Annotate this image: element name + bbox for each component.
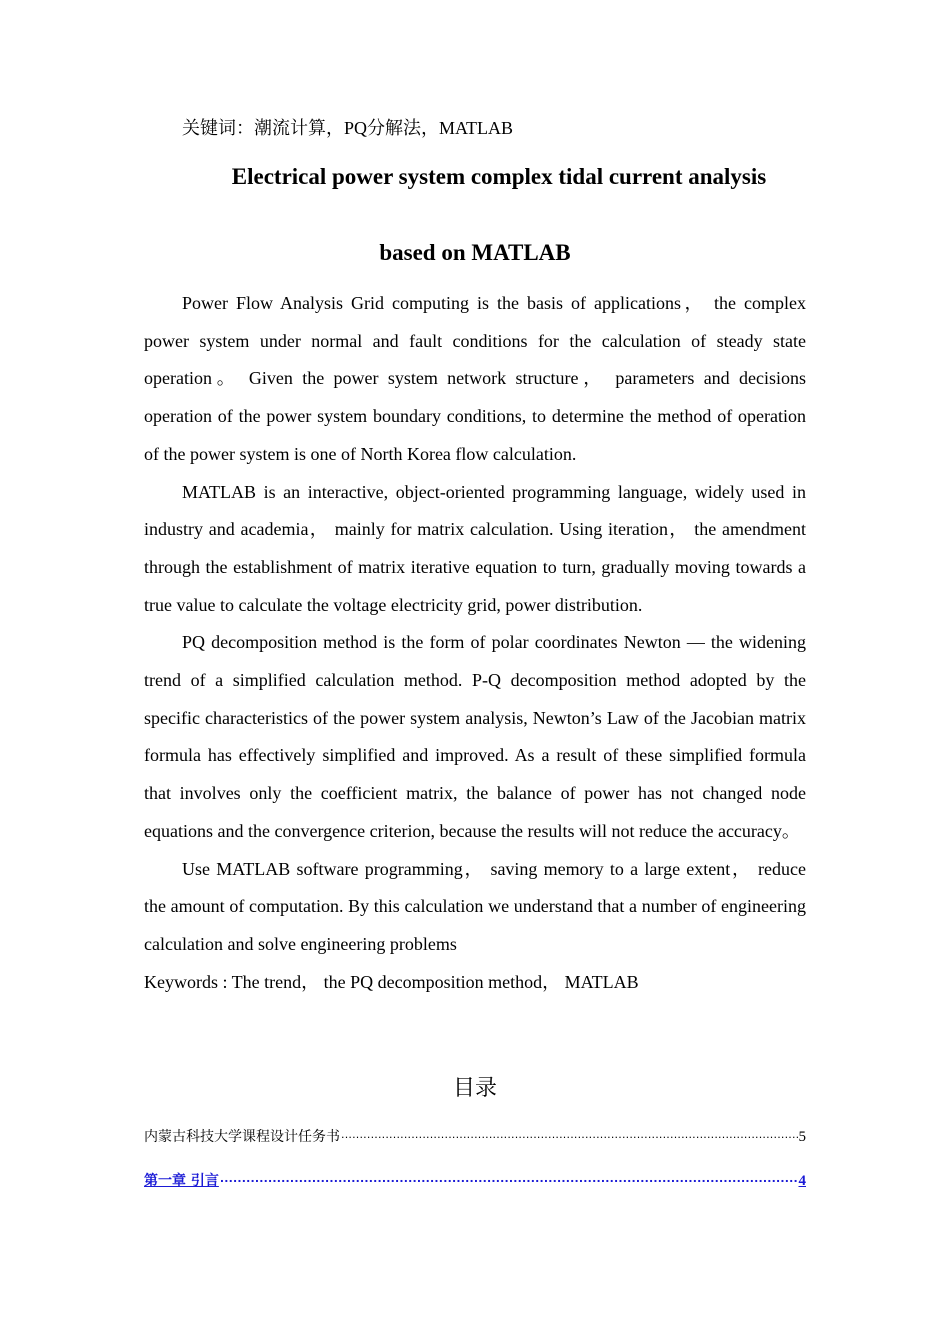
english-title-line-2: based on MATLAB	[379, 240, 571, 265]
toc-entry-label: 内蒙古科技大学课程设计任务书	[144, 1129, 340, 1145]
abstract-paragraph: PQ decomposition method is the form of polar coordinates Newton — the widening trend of a simplified calculation method. P-Q decomposition method adopted by the specific characteristics of the power system analysis, Newton’s Law of the Jacobian matrix formula has effectively simplified and improved. As a result of these simplified formula that involves only the coefficient matrix, the balance of power has not changed node equations and the convergence criterion, because the results will not reduce the accuracy。	[144, 632, 806, 841]
abstract-paragraph: MATLAB is an interactive, object-oriented programming language, widely used in industry and academia， mainly for matrix calculation. Using iteration， the amendment through the establishment of matrix iterative equation to turn, gradually moving towards a true value to calculate the voltage electricity grid, power distribution.	[144, 481, 806, 615]
toc-leader-dots	[341, 1127, 798, 1141]
abstract-paragraph: Power Flow Analysis Grid computing is the basis of applications， the complex power system under normal and fault conditions for the calculation of steady state operation。 Given the power system network structure， parameters and decisions operation of the power system boundary conditions, to determine the method of operation of the power system is one of North Korea flow calculation.	[144, 293, 806, 464]
english-abstract	[144, 285, 806, 1001]
toc-entry-label: 第一章 引言	[144, 1173, 219, 1189]
toc-entry-page: 4	[798, 1173, 806, 1189]
english-title-line-1: Electrical power system complex tidal current analysis	[231, 164, 767, 189]
toc-entry[interactable]	[144, 1127, 806, 1147]
toc-heading: 目录	[452, 1076, 497, 1101]
toc-leader-dots	[220, 1171, 798, 1185]
toc-entry-page: 5	[798, 1129, 806, 1145]
english-keywords: Keywords : The trend， the PQ decomposition method， MATLAB	[144, 971, 639, 992]
abstract-paragraph: Use MATLAB software programming， saving memory to a large extent， reduce the amount of computation. By this calculation we understand that a number of engineering calculation and solve engineering problems	[144, 858, 806, 954]
chinese-keywords: 关键词：潮流计算，PQ分解法，MATLAB	[182, 118, 514, 138]
toc-entry-link[interactable]	[144, 1171, 806, 1191]
